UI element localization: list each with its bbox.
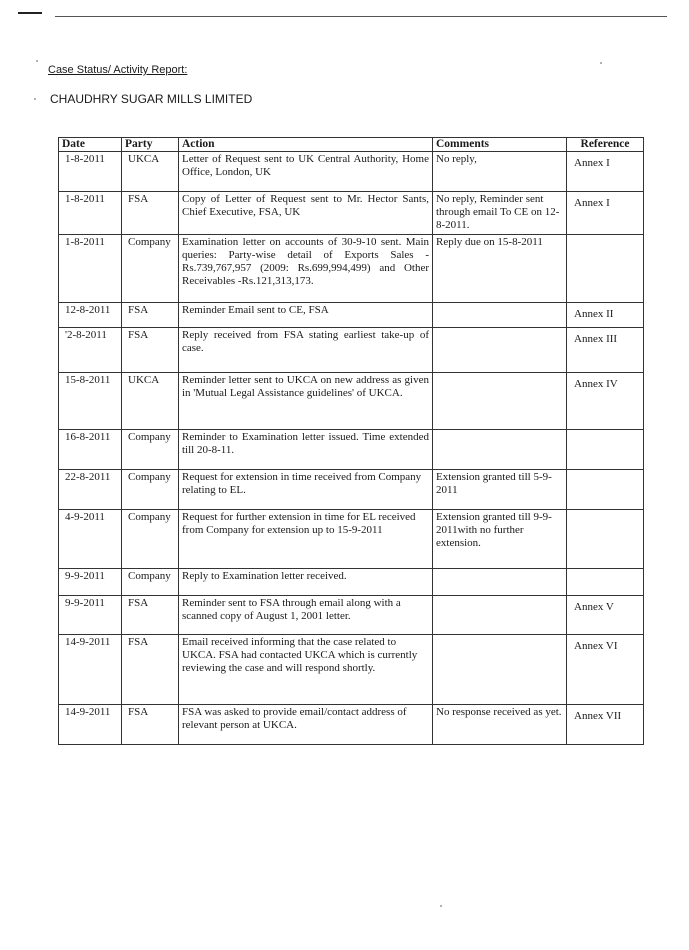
table-row xyxy=(59,303,644,328)
cell-reference: Annex VII xyxy=(567,705,644,745)
cell-date: 16-8-2011 xyxy=(59,430,122,470)
table-row xyxy=(59,635,644,705)
cell-action: Request for extension in time received from Company relating to EL. xyxy=(179,470,433,510)
cell-party: Company xyxy=(122,470,179,510)
cell-comments: No reply, xyxy=(433,152,567,192)
cell-comments xyxy=(433,569,567,596)
cell-date: 4-9-2011 xyxy=(59,510,122,569)
cell-comments xyxy=(433,596,567,635)
cell-party: UKCA xyxy=(122,152,179,192)
cell-reference xyxy=(567,470,644,510)
cell-action: Email received informing that the case related to UKCA. FSA had contacted UKCA which is currently reviewing the case and will respond shortly. xyxy=(179,635,433,705)
col-header-reference: Reference xyxy=(567,138,644,152)
cell-action: FSA was asked to provide email/contact address of relevant person at UKCA. xyxy=(179,705,433,745)
table-row xyxy=(59,705,644,745)
cell-reference: Annex V xyxy=(567,596,644,635)
cell-date: 1-8-2011 xyxy=(59,235,122,303)
cell-date: 22-8-2011 xyxy=(59,470,122,510)
cell-date: 9-9-2011 xyxy=(59,596,122,635)
cell-comments: Extension granted till 9-9-2011with no further extension. xyxy=(433,510,567,569)
cell-reference xyxy=(567,430,644,470)
cell-action: Reminder letter sent to UKCA on new address as given in 'Mutual Legal Assistance guidelines' of UKCA. xyxy=(179,373,433,430)
header-row xyxy=(59,138,644,152)
cell-comments xyxy=(433,303,567,328)
cell-date: 1-8-2011 xyxy=(59,192,122,235)
cell-party: Company xyxy=(122,510,179,569)
cell-comments xyxy=(433,328,567,373)
cell-action: Letter of Request sent to UK Central Authority, Home Office, London, UK xyxy=(179,152,433,192)
cell-comments xyxy=(433,430,567,470)
cell-reference: Annex III xyxy=(567,328,644,373)
cell-reference xyxy=(567,510,644,569)
col-header-comments: Comments xyxy=(433,138,567,152)
table-row xyxy=(59,510,644,569)
table-row xyxy=(59,430,644,470)
col-header-date: Date xyxy=(59,138,122,152)
cell-date: 14-9-2011 xyxy=(59,635,122,705)
cell-reference: Annex IV xyxy=(567,373,644,430)
cell-action: Reminder sent to FSA through email along with a scanned copy of August 1, 2001 letter. xyxy=(179,596,433,635)
scan-speck xyxy=(34,98,36,100)
cell-action: Copy of Letter of Request sent to Mr. Hector Sants, Chief Executive, FSA, UK xyxy=(179,192,433,235)
cell-date: 9-9-2011 xyxy=(59,569,122,596)
cell-date: 14-9-2011 xyxy=(59,705,122,745)
cell-reference: Annex VI xyxy=(567,635,644,705)
cell-comments: Reply due on 15-8-2011 xyxy=(433,235,567,303)
table-row xyxy=(59,596,644,635)
cell-reference xyxy=(567,569,644,596)
cell-action: Request for further extension in time for EL received from Company for extension up to 15-9-2011 xyxy=(179,510,433,569)
scan-speck xyxy=(440,905,442,907)
cell-action: Reply to Examination letter received. xyxy=(179,569,433,596)
col-header-action: Action xyxy=(179,138,433,152)
activity-table xyxy=(58,137,644,745)
cell-party: FSA xyxy=(122,192,179,235)
cell-party: FSA xyxy=(122,596,179,635)
table-row xyxy=(59,569,644,596)
cell-reference: Annex I xyxy=(567,152,644,192)
cell-party: FSA xyxy=(122,705,179,745)
cell-party: Company xyxy=(122,235,179,303)
cell-comments xyxy=(433,373,567,430)
table-row xyxy=(59,192,644,235)
table-body xyxy=(59,152,644,745)
cell-date: '2-8-2011 xyxy=(59,328,122,373)
cell-reference xyxy=(567,235,644,303)
table-row xyxy=(59,470,644,510)
cell-action: Reminder to Examination letter issued. Time extended till 20-8-11. xyxy=(179,430,433,470)
table-row xyxy=(59,373,644,430)
table-row xyxy=(59,152,644,192)
cell-action: Reminder Email sent to CE, FSA xyxy=(179,303,433,328)
table-header xyxy=(59,138,644,152)
company-name: CHAUDHRY SUGAR MILLS LIMITED xyxy=(50,92,253,106)
cell-party: FSA xyxy=(122,303,179,328)
table-row xyxy=(59,235,644,303)
top-rule-short xyxy=(18,12,42,14)
cell-party: FSA xyxy=(122,328,179,373)
cell-date: 12-8-2011 xyxy=(59,303,122,328)
scan-speck xyxy=(600,62,602,64)
cell-party: UKCA xyxy=(122,373,179,430)
top-rule-long xyxy=(55,16,667,17)
cell-action: Reply received from FSA stating earliest take-up of case. xyxy=(179,328,433,373)
cell-party: Company xyxy=(122,569,179,596)
cell-comments: No reply, Reminder sent through email To CE on 12-8-2011. xyxy=(433,192,567,235)
col-header-party: Party xyxy=(122,138,179,152)
cell-date: 15-8-2011 xyxy=(59,373,122,430)
cell-action: Examination letter on accounts of 30-9-10 sent. Main queries: Party-wise detail of Exports Sales - Rs.739,767,957 (2009: Rs.699,994,499) and Other Receivables -Rs.121,313,173. xyxy=(179,235,433,303)
report-title: Case Status/ Activity Report: xyxy=(48,64,188,76)
scan-speck xyxy=(36,60,38,62)
cell-comments: No response received as yet. xyxy=(433,705,567,745)
cell-reference: Annex I xyxy=(567,192,644,235)
table-row xyxy=(59,328,644,373)
cell-party: FSA xyxy=(122,635,179,705)
cell-reference: Annex II xyxy=(567,303,644,328)
cell-date: 1-8-2011 xyxy=(59,152,122,192)
cell-comments: Extension granted till 5-9-2011 xyxy=(433,470,567,510)
cell-comments xyxy=(433,635,567,705)
cell-party: Company xyxy=(122,430,179,470)
